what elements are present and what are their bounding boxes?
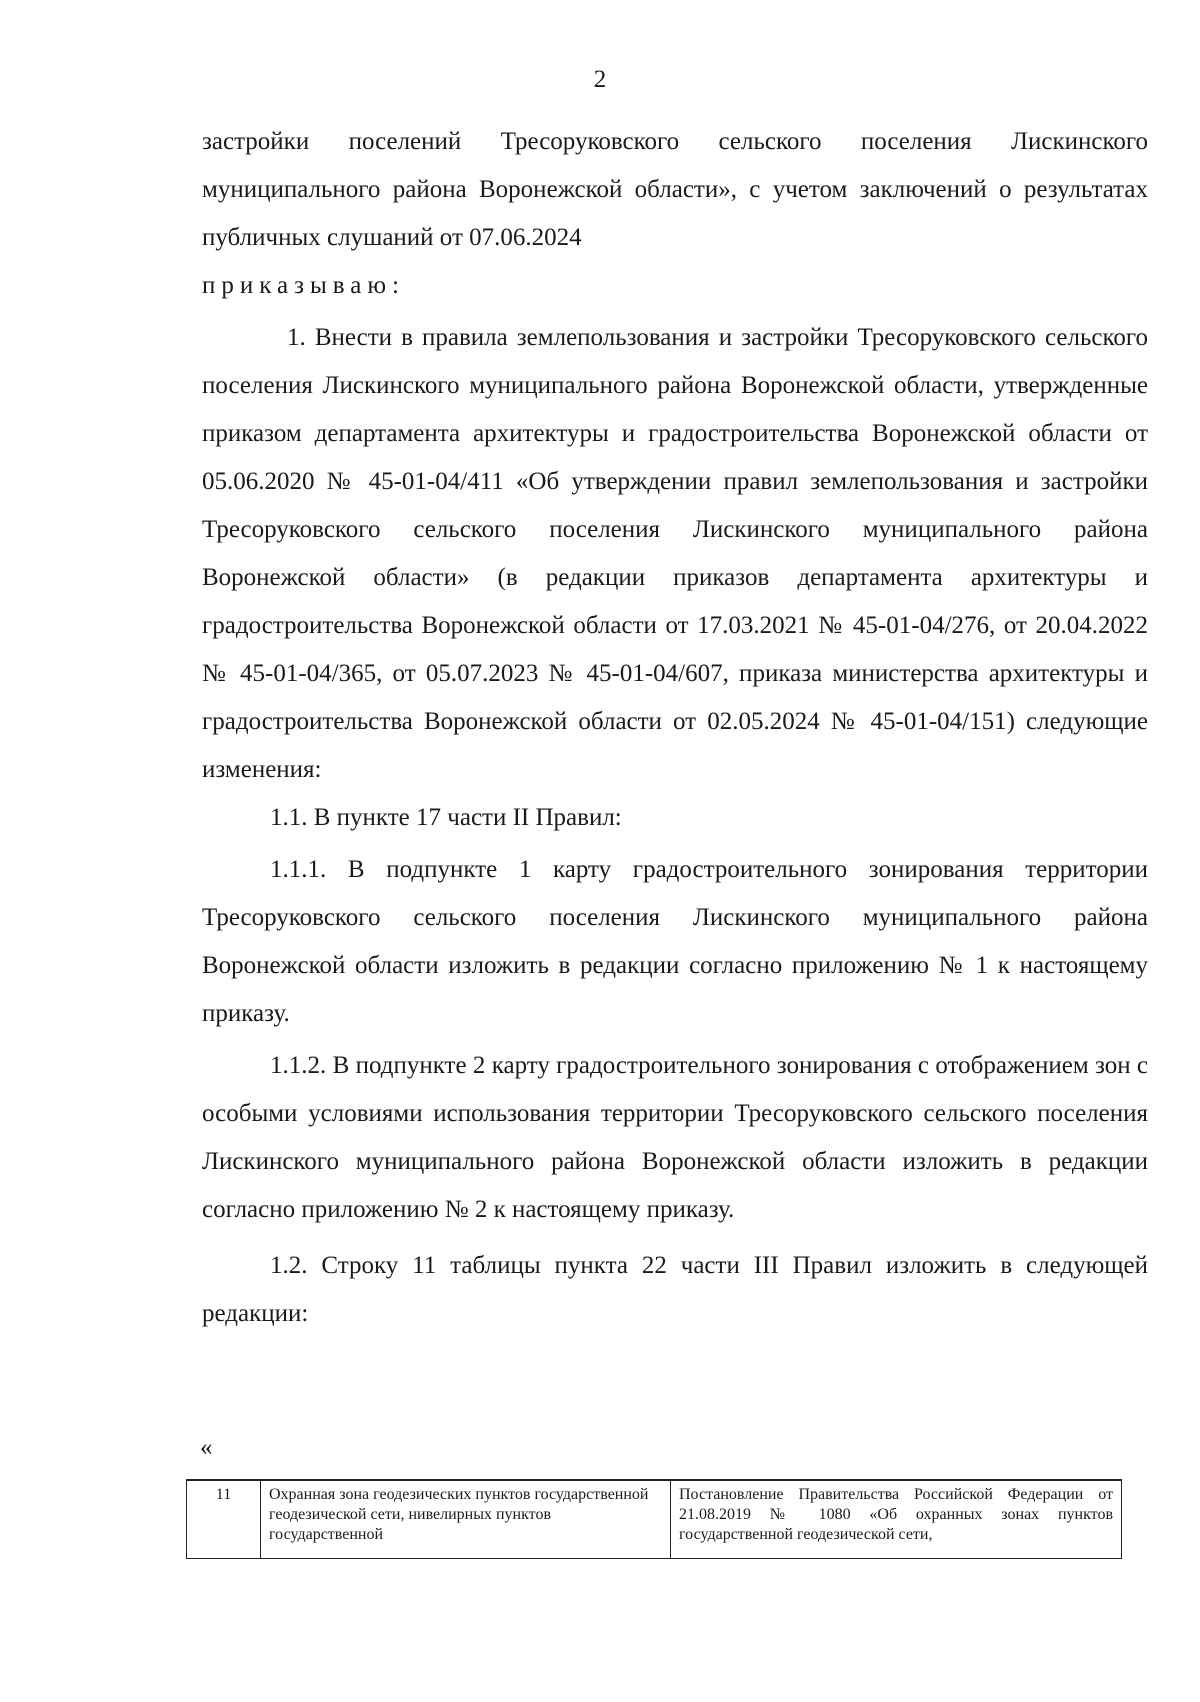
zones-table	[186, 1479, 1122, 1559]
table-row	[187, 1481, 1121, 1558]
opening-quote: «	[200, 1434, 213, 1461]
page-number: 2	[593, 66, 607, 93]
document-body	[202, 118, 1148, 1338]
paragraph-intro: застройки поселений Тресоруковского сельского поселения Лискинского муниципального района Воронежской области», с учетом заключений о результатах публичных слушаний от 07.06.2024	[202, 128, 1148, 251]
table-cell-number: 11	[187, 1481, 261, 1558]
paragraph-item-1: 1. Внести в правила землепользования и застройки Тресоруковского сельского поселения Лискинского муниципального района Воронежской области, утвержденные приказом департамента архитектуры и градостроительства Воронежской области от 05.06.2020 № 45-01-04/411 «Об утверждении правил землепользования и застройки Тресоруковского сельского поселения Лискинского муниципального района Воронежской области» (в редакции приказов департамента архитектуры и градостроительства Воронежской области от 17.03.2021 № 45-01-04/276, от 20.04.2022 № 45-01-04/365, от 05.07.2023 № 45-01-04/607, приказа министерства архитектуры и градостроительства Воронежской области от 02.05.2024 № 45-01-04/151) следующие изменения:	[202, 324, 1148, 783]
paragraph-item-1-1-2: 1.1.2. В подпункте 2 карту градостроительного зонирования с отображением зон с особыми условиями использования территории Тресоруковского сельского поселения Лискинского муниципального района Воронежской области изложить в редакции согласно приложению № 2 к настоящему приказу.	[202, 1052, 1148, 1223]
paragraph-item-1-1-1: 1.1.1. В подпункте 1 карту градостроительного зонирования территории Тресоруковского сельского поселения Лискинского муниципального района Воронежской области изложить в редакции согласно приложению № 1 к настоящему приказу.	[202, 856, 1148, 1027]
table-cell-zone-name: Охранная зона геодезических пунктов государственной геодезической сети, нивелирных пунктов государственной	[261, 1481, 671, 1558]
paragraph-item-1-1: 1.1. В пункте 17 части II Правил:	[270, 804, 622, 831]
paragraph-order-word	[202, 262, 1148, 310]
order-word: приказываю:	[202, 272, 405, 299]
paragraph-item-1-2: 1.2. Строку 11 таблицы пункта 22 части III Правил изложить в следующей редакции:	[202, 1252, 1148, 1327]
table-cell-document: Постановление Правительства Российской Федерации от 21.08.2019 № 1080 «Об охранных зонах пунктов государственной геодезической сети,	[679, 1486, 1113, 1543]
